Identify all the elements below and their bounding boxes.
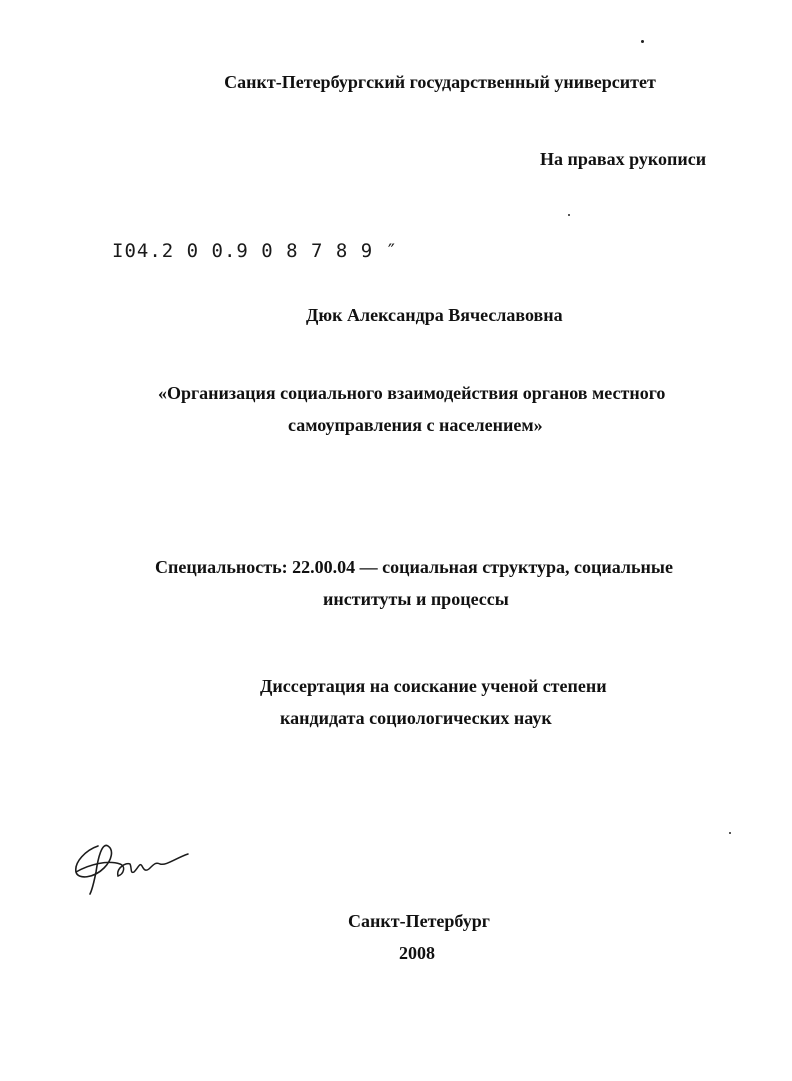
registration-number: I04.2 0 0.9 0 8 7 8 9 ″ xyxy=(112,240,399,262)
year: 2008 xyxy=(399,943,435,963)
manuscript-note: На правах рукописи xyxy=(540,149,707,169)
degree-line-1: Диссертация на соискание ученой степени xyxy=(260,676,607,696)
city: Санкт-Петербург xyxy=(348,911,490,931)
scan-speck xyxy=(641,40,644,43)
author-name: Дюк Александра Вячеславовна xyxy=(306,305,563,325)
thesis-title-line-2: самоуправления с населением» xyxy=(288,415,543,435)
scan-speck xyxy=(729,832,731,834)
specialty-line-1: Специальность: 22.00.04 — социальная структура, социальные xyxy=(155,557,673,577)
specialty-line-2: институты и процессы xyxy=(323,589,509,609)
university-name: Санкт-Петербургский государственный университет xyxy=(224,72,656,92)
degree-line-2: кандидата социологических наук xyxy=(280,708,552,728)
handwritten-signature xyxy=(68,828,198,898)
scan-speck xyxy=(568,214,570,216)
thesis-title-line-1: «Организация социального взаимодействия органов местного xyxy=(158,383,666,403)
